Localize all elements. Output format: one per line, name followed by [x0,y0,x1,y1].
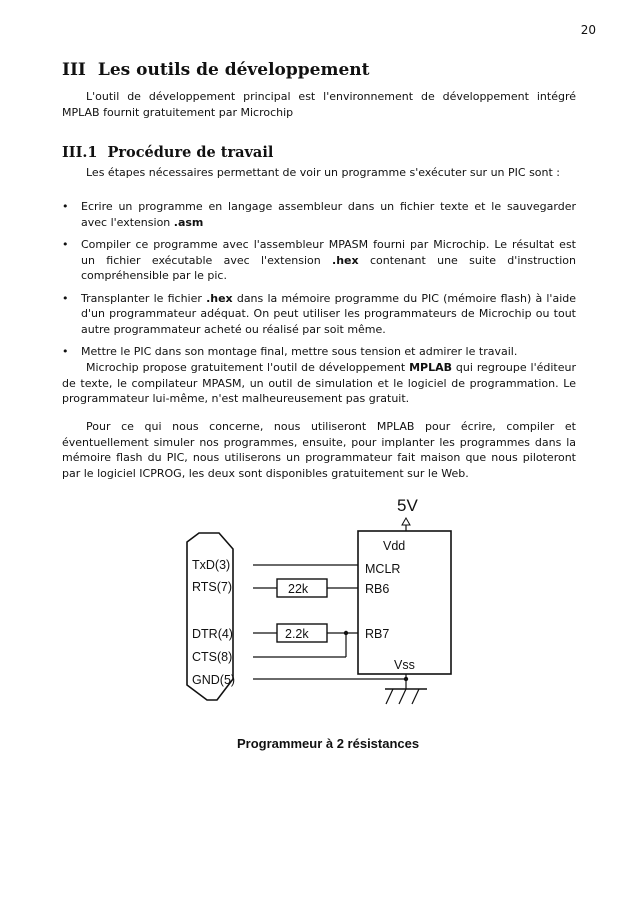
resistor-22k-label: 22k [288,582,309,596]
mplab-name: MPLAB [409,361,452,374]
usage-paragraph: Pour ce qui nous concerne, nous utiliseront MPLAB pour écrire, compiler et éventuellement simuler nos programmes, ensuite, pour implanter les programmes dans la mémoire flash du PIC, nous utiliserons un programmateur fait maison que nous piloteront par le logiciel ICPROG, les deux sont disponibles gratuitement sur le Web. [62,420,576,480]
item-text: Mettre le PIC dans son montage final, mettre sous tension et admirer le travail. [81,345,518,358]
subsection-intro: Les étapes nécessaires permettant de voir un programme s'exécuter sur un PIC sont : [86,166,561,179]
subsection-number: III.1 [62,144,98,161]
section-heading [62,60,370,80]
list-item [62,237,576,284]
pin-cts-label: CTS(8) [192,650,233,664]
list-item [62,199,576,230]
section-intro: L'outil de développement principal est l'environnement de développement intégré MPLAB fournit gratuitement par Microchip [62,90,576,119]
diagram-caption: Programmeur à 2 résistances [237,736,420,751]
item-text: Transplanter le fichier [81,291,207,305]
item-text: contenant une suite d'instruction compréhensible par le pic. [81,253,576,282]
section-number: III [62,60,86,80]
list-item [62,291,576,338]
programmer-circuit-diagram [175,483,465,758]
ground-junction-dot [404,677,408,681]
bullet-icon: • [62,200,69,213]
item-bold: .hex [206,291,233,305]
subsection-title: Procédure de travail [107,144,274,161]
item-bold: .asm [173,215,204,229]
item-text: Compiler ce programme avec l'assembleur MPASM fourni par Microchip. Le résultat est un fichier exécutable avec l'extension [81,238,576,267]
item-bold: .hex [332,253,359,267]
list-item [62,344,576,360]
resistor-2k2-label: 2.2k [285,627,309,641]
subsection-heading [62,144,273,161]
supply-arrow-icon [402,518,410,525]
pin-gnd-label: GND(5) [192,673,236,687]
item-text: Ecrire un programme en langage assembleur dans un fichier texte et le sauvegarder avec l'extension [81,200,576,229]
pin-txd-label: TxD(3) [192,558,231,572]
steps-list [62,199,576,367]
pin-rb7-label: RB7 [365,627,390,641]
ground-hatch-icon [412,689,419,704]
page-number: 20 [580,23,596,37]
ground-hatch-icon [399,689,406,704]
ground-hatch-icon [386,689,393,704]
section-title: Les outils de développement [97,60,370,80]
bullet-icon: • [62,291,69,305]
pin-vss-label: Vss [394,658,415,672]
supply-label: 5V [397,496,418,515]
bullet-icon: • [62,345,69,358]
pin-rts-label: RTS(7) [192,580,233,594]
mplab-paragraph [62,360,576,407]
pin-rb6-label: RB6 [365,582,390,596]
pin-vdd-label: Vdd [383,539,406,553]
item-text: dans la mémoire programme du PIC (mémoire flash) à l'aide d'un programmateur adéquat. On peut utiliser les programmateurs de Microchip ou tout autre programmateur acheté ou réalisé par soit même. [81,291,576,336]
paragraph-text: Microchip propose gratuitement l'outil de développement [86,361,410,374]
pin-mclr-label: MCLR [365,562,401,576]
bullet-icon: • [62,238,69,251]
pin-dtr-label: DTR(4) [192,627,233,641]
paragraph-text: qui regroupe l'éditeur de texte, le compilateur MPASM, un outil de simulation et le logiciel de programmation. Le programmateur lui-même, n'est malheureusement pas gratuit. [62,361,576,405]
